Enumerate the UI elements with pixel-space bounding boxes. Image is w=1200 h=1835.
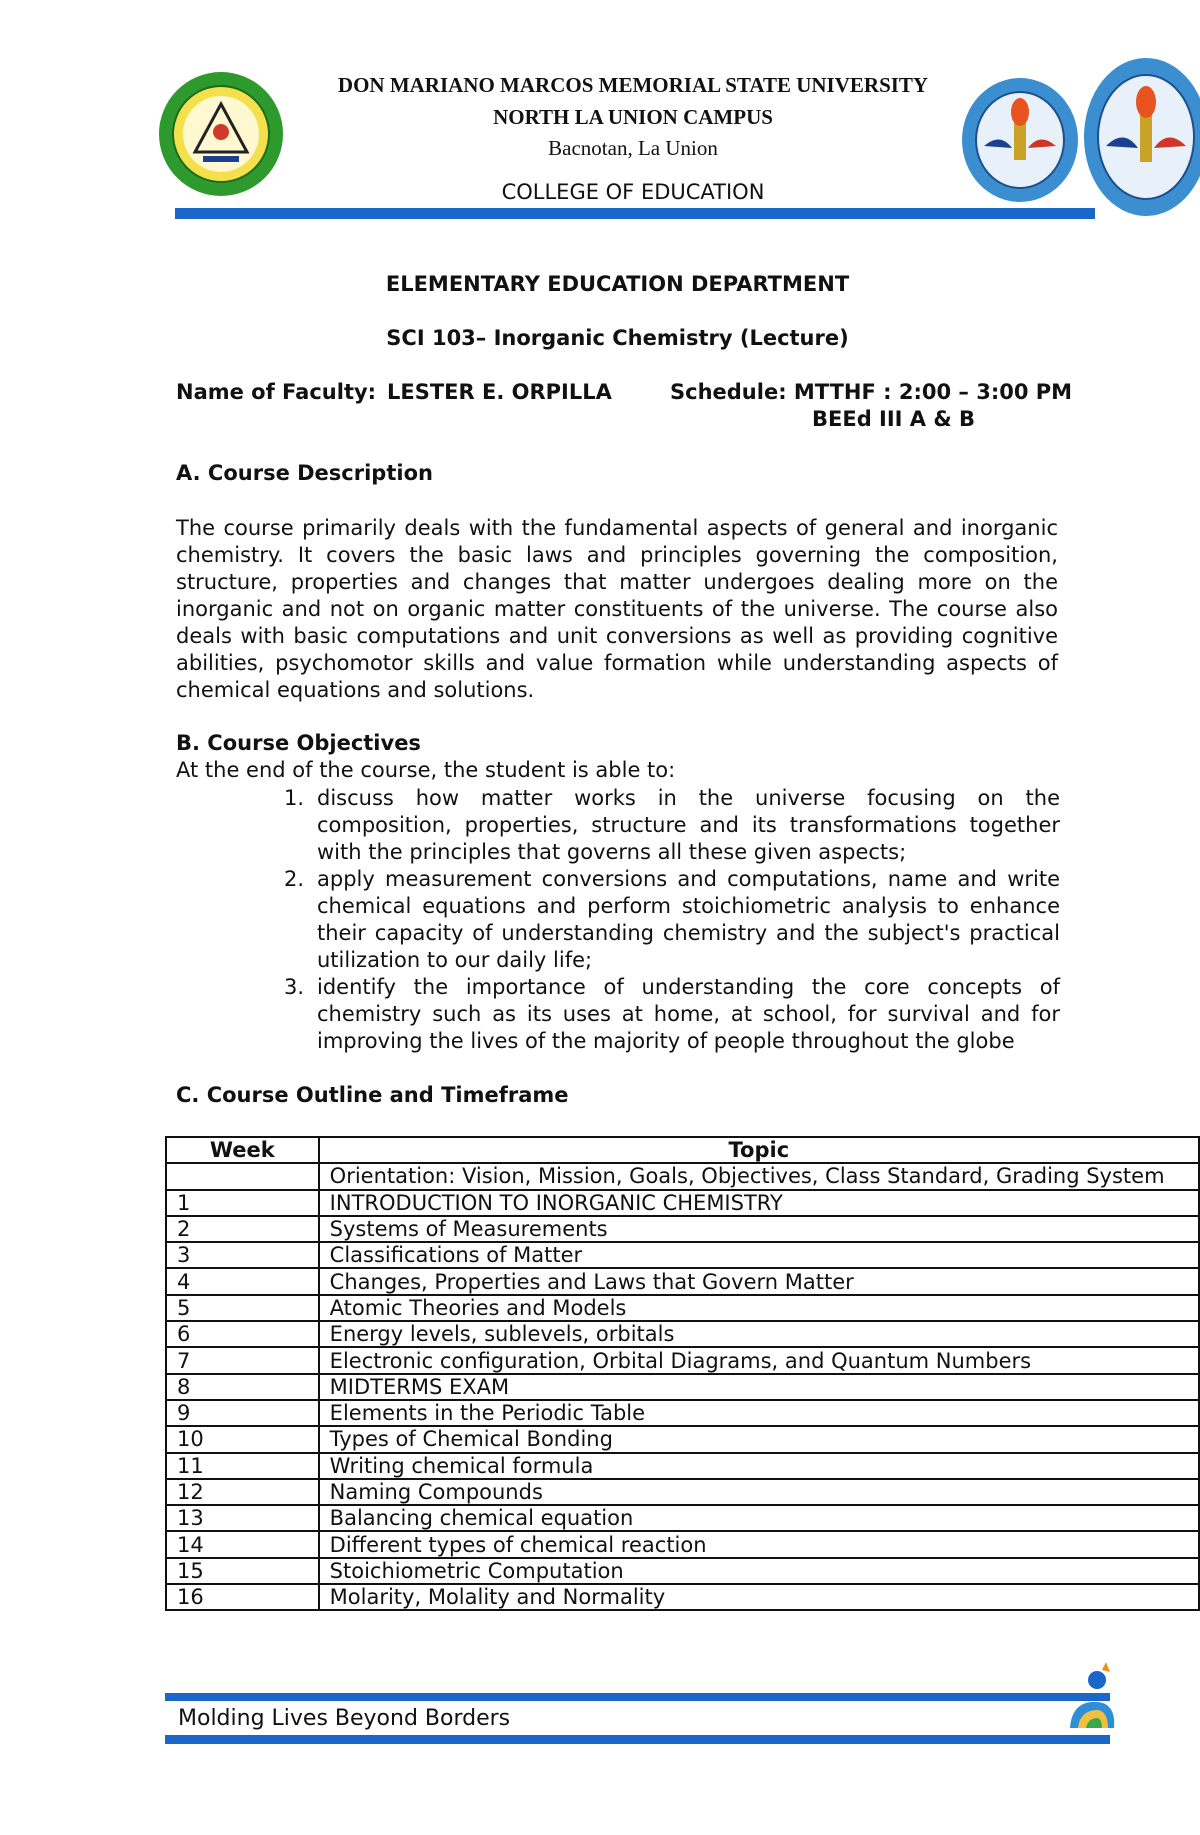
- table-row: [166, 1453, 1199, 1479]
- table-row: [166, 1374, 1199, 1400]
- topic-cell: Electronic configuration, Orbital Diagrams, and Quantum Numbers: [319, 1347, 1199, 1373]
- table-row: [166, 1190, 1199, 1216]
- objective-item-1: [280, 785, 1060, 866]
- week-cell: 5: [166, 1295, 319, 1321]
- university-name: DON MARIANO MARCOS MEMORIAL STATE UNIVERSITY: [337, 73, 929, 97]
- objective-number: 1.: [283, 786, 304, 810]
- department-title: ELEMENTARY EDUCATION DEPARTMENT: [385, 272, 850, 296]
- campus-name: NORTH LA UNION CAMPUS: [493, 105, 773, 129]
- week-cell: 2: [166, 1216, 319, 1242]
- objective-item-3: [280, 974, 1060, 1055]
- table-row: [166, 1558, 1199, 1584]
- schedule: Schedule: MTTHF : 2:00 – 3:00 PM: [670, 380, 1073, 404]
- week-cell: 16: [166, 1584, 319, 1610]
- header-rule: [175, 208, 1095, 219]
- week-cell: 6: [166, 1321, 319, 1347]
- topic-cell: Different types of chemical reaction: [319, 1531, 1199, 1557]
- table-row: [166, 1505, 1199, 1531]
- topic-cell: Atomic Theories and Models: [319, 1295, 1199, 1321]
- week-cell: 7: [166, 1347, 319, 1373]
- week-cell: 10: [166, 1426, 319, 1452]
- week-cell: 15: [166, 1558, 319, 1584]
- faculty-name: LESTER E. ORPILLA: [387, 380, 612, 404]
- table-header-row: [166, 1137, 1199, 1163]
- course-title: SCI 103– Inorganic Chemistry (Lecture): [386, 326, 849, 350]
- table-row: [166, 1426, 1199, 1452]
- week-cell: 1: [166, 1190, 319, 1216]
- week-cell: 13: [166, 1505, 319, 1531]
- table-row: [166, 1321, 1199, 1347]
- table-row: [166, 1347, 1199, 1373]
- table-row: [166, 1479, 1199, 1505]
- topic-header: Topic: [319, 1137, 1199, 1163]
- week-cell: 4: [166, 1268, 319, 1294]
- footer-rule-bottom: [165, 1735, 1110, 1744]
- faculty-label: Name of Faculty:: [176, 380, 377, 404]
- topic-cell: Stoichiometric Computation: [319, 1558, 1199, 1584]
- topic-cell: Orientation: Vision, Mission, Goals, Objectives, Class Standard, Grading System: [319, 1163, 1199, 1189]
- topic-cell: Energy levels, sublevels, orbitals: [319, 1321, 1199, 1347]
- topic-cell: INTRODUCTION TO INORGANIC CHEMISTRY: [319, 1190, 1199, 1216]
- footer-emblem-icon: [1062, 1658, 1124, 1736]
- course-outline-table: [165, 1136, 1200, 1611]
- campus-location: Bacnotan, La Union: [548, 136, 718, 160]
- topic-cell: MIDTERMS EXAM: [319, 1374, 1199, 1400]
- section-a-title: A. Course Description: [176, 461, 433, 485]
- week-cell: [166, 1163, 319, 1189]
- table-row: [166, 1584, 1199, 1610]
- college-seal-logo-2: [1082, 56, 1200, 218]
- topic-cell: Classifications of Matter: [319, 1242, 1199, 1268]
- section-label: BEEd III A & B: [812, 407, 975, 431]
- college-name: COLLEGE OF EDUCATION: [501, 180, 765, 204]
- objective-text: apply measurement conversions and computations, name and write chemical equations and perform stoichiometric analysis to enhance their capacity of understanding chemistry and the subject's practical utilization to our daily life;: [317, 867, 1060, 972]
- week-cell: 11: [166, 1453, 319, 1479]
- week-cell: 9: [166, 1400, 319, 1426]
- week-cell: 8: [166, 1374, 319, 1400]
- table-row: [166, 1163, 1199, 1189]
- table-row: [166, 1531, 1199, 1557]
- section-c-title: C. Course Outline and Timeframe: [176, 1083, 569, 1107]
- footer-motto: Molding Lives Beyond Borders: [178, 1706, 511, 1731]
- topic-cell: Writing chemical formula: [319, 1453, 1199, 1479]
- topic-cell: Systems of Measurements: [319, 1216, 1199, 1242]
- table-row: [166, 1400, 1199, 1426]
- week-cell: 3: [166, 1242, 319, 1268]
- objective-number: 2.: [283, 867, 304, 891]
- topic-cell: Balancing chemical equation: [319, 1505, 1199, 1531]
- objectives-intro: At the end of the course, the student is able to:: [176, 758, 676, 782]
- course-description: The course primarily deals with the fundamental aspects of general and inorganic chemistry. It covers the basic laws and principles governing the composition, structure, properties and changes that matter undergoes dealing more on the inorganic and not on organic matter constituents of the universe. The course also deals with basic computations and unit conversions as well as providing cognitive abilities, psychomotor skills and value formation while understanding aspects of chemical equations and solutions.: [176, 516, 1058, 702]
- week-header: Week: [166, 1137, 319, 1163]
- section-b-title: B. Course Objectives: [176, 731, 421, 755]
- topic-cell: Molarity, Molality and Normality: [319, 1584, 1199, 1610]
- objective-number: 3.: [283, 975, 304, 999]
- week-cell: 14: [166, 1531, 319, 1557]
- objective-text: identify the importance of understanding the core concepts of chemistry such as its uses at home, at school, for survival and for improving the lives of the majority of people throughout the globe: [317, 975, 1060, 1053]
- table-row: [166, 1242, 1199, 1268]
- topic-cell: Types of Chemical Bonding: [319, 1426, 1199, 1452]
- topic-cell: Changes, Properties and Laws that Govern Matter: [319, 1268, 1199, 1294]
- table-row: [166, 1295, 1199, 1321]
- objective-text: discuss how matter works in the universe focusing on the composition, properties, structure and its transformations together with the principles that governs all these given aspects;: [317, 786, 1060, 864]
- week-cell: 12: [166, 1479, 319, 1505]
- topic-cell: Naming Compounds: [319, 1479, 1199, 1505]
- table-row: [166, 1216, 1199, 1242]
- objective-item-2: [280, 866, 1060, 974]
- topic-cell: Elements in the Periodic Table: [319, 1400, 1199, 1426]
- table-row: [166, 1268, 1199, 1294]
- footer-rule-top: [165, 1693, 1110, 1701]
